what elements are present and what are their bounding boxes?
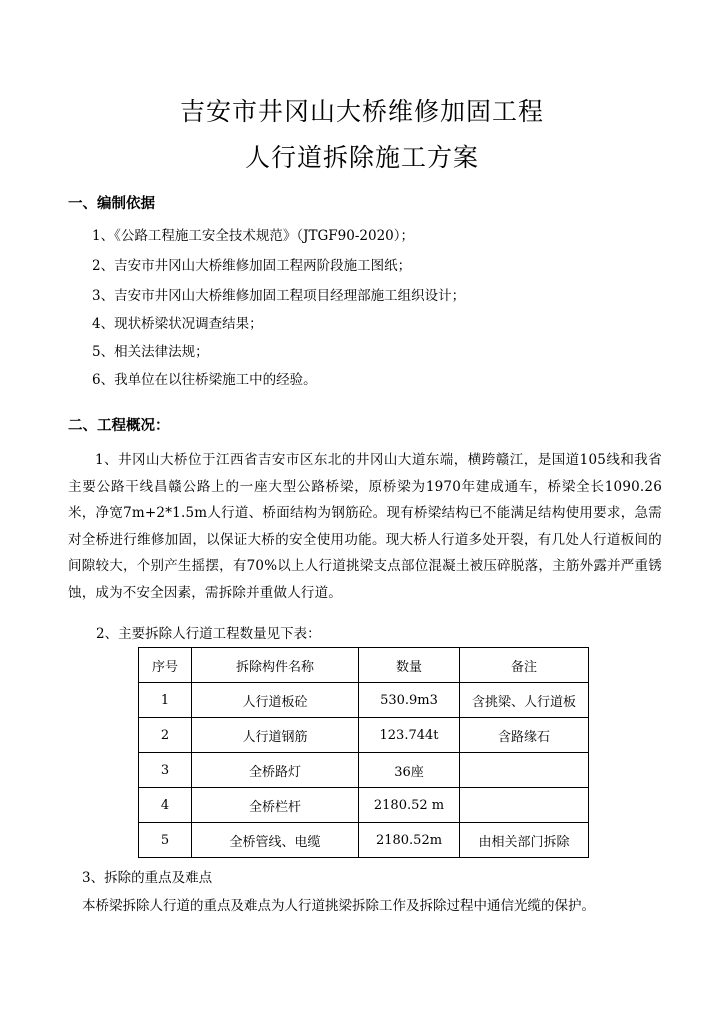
header-quantity: 数量 [359, 648, 460, 683]
table-row [139, 753, 589, 788]
cell-quantity: 123.744t [359, 718, 460, 753]
cell-component: 人行道钢筋 [192, 718, 359, 753]
cell-index: 1 [139, 683, 192, 718]
table-intro: 2、主要拆除人行道工程数量见下表： [96, 626, 321, 642]
cell-component: 全桥路灯 [192, 753, 359, 788]
cell-quantity: 2180.52m [359, 823, 460, 858]
cell-remark: 含挑梁、人行道板 [460, 683, 589, 718]
table-row [139, 823, 589, 858]
table-row [139, 718, 589, 753]
quantity-table [138, 647, 589, 858]
cell-quantity: 530.9m3 [359, 683, 460, 718]
section-heading-overview: 二、工程概况： [68, 418, 170, 434]
cell-index: 4 [139, 788, 192, 823]
table-row [139, 683, 589, 718]
section-heading-basis: 一、编制依据 [68, 196, 155, 212]
cell-remark: 由相关部门拆除 [460, 823, 589, 858]
cell-remark [460, 788, 589, 823]
cell-quantity: 36座 [359, 753, 460, 788]
header-index: 序号 [139, 648, 192, 683]
basis-item-1: 1、《公路工程施工安全技术规范》（JTGF90-2020）； [92, 228, 415, 244]
table-row [139, 788, 589, 823]
difficulty-heading: 3、拆除的重点及难点 [82, 870, 213, 886]
cell-index: 3 [139, 753, 192, 788]
cell-component: 全桥栏杆 [192, 788, 359, 823]
basis-item-4: 4、现状桥梁状况调查结果； [92, 316, 263, 332]
cell-component: 全桥管线、电缆 [192, 823, 359, 858]
cell-remark: 含路缘石 [460, 718, 589, 753]
difficulty-text: 本桥梁拆除人行道的重点及难点为人行道挑梁拆除工作及拆除过程中通信光缆的保护。 [82, 898, 595, 914]
basis-item-6: 6、我单位在以往桥梁施工中的经验。 [92, 372, 317, 388]
cell-index: 5 [139, 823, 192, 858]
basis-item-3: 3、吉安市井冈山大桥维修加固工程项目经理部施工组织设计； [92, 288, 466, 304]
cell-index: 2 [139, 718, 192, 753]
document-subtitle: 人行道拆除施工方案 [244, 143, 479, 172]
document-title: 吉安市井冈山大桥维修加固工程 [179, 97, 544, 126]
header-component: 拆除构件名称 [192, 648, 359, 683]
cell-quantity: 2180.52 m [359, 788, 460, 823]
basis-item-5: 5、相关法律法规； [92, 344, 209, 360]
cell-component: 人行道板砼 [192, 683, 359, 718]
table-header-row [139, 648, 589, 683]
basis-item-2: 2、吉安市井冈山大桥维修加固工程两阶段施工图纸； [92, 258, 412, 274]
header-remark: 备注 [460, 648, 589, 683]
cell-remark [460, 753, 589, 788]
overview-paragraph: 1、井冈山大桥位于江西省吉安市区东北的井冈山大道东端，横跨赣江，是国道105线和我省主要公路干线昌赣公路上的一座大型公路桥梁，原桥梁为1970年建成通车，桥梁全长1090.26米，净宽7m+2*1.5m人行道、桥面结构为钢筋砼。现有桥梁结构已不能满足结构使用要求，急需对全桥进行维修加固，以保证大桥的安全使用功能。现大桥人行道多处开裂，有几处人行道板间的间隙较大，个别产生摇摆，有70%以上人行道挑梁支点部位混凝土被压碎脱落，主筋外露并严重锈蚀，成为不安全因素，需拆除并重做人行道。 [68, 452, 662, 601]
